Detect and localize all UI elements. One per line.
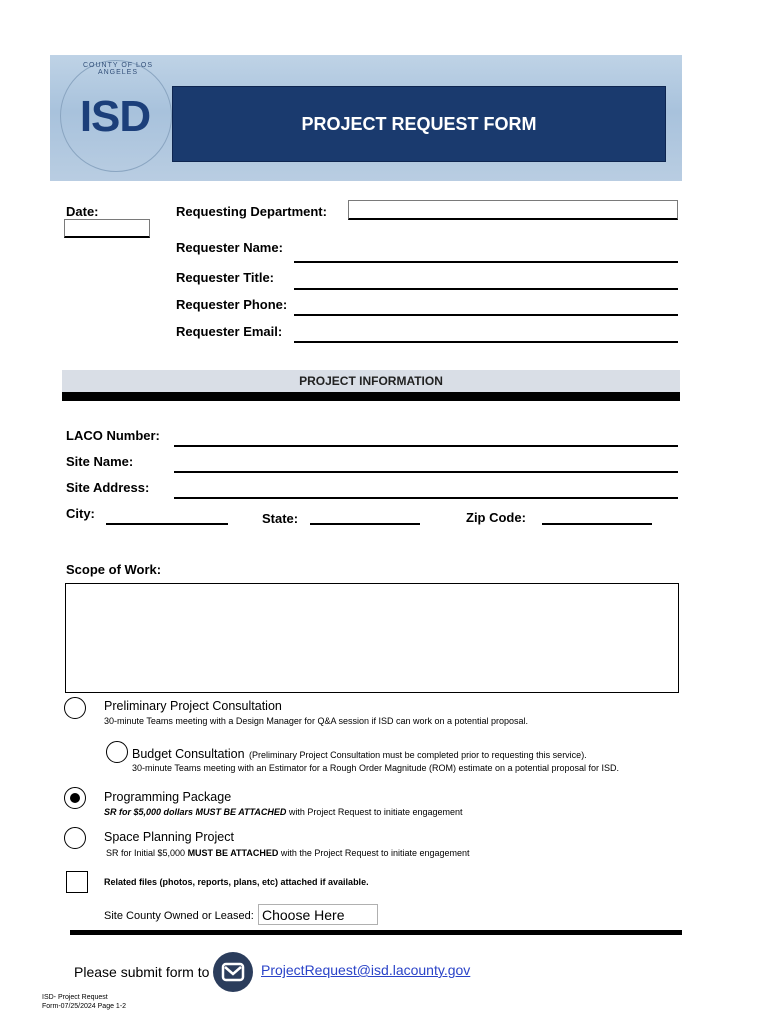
option-4-desc-row [106,848,470,858]
option-3-desc-row [104,807,463,817]
requester-name-field[interactable] [294,261,678,263]
state-field[interactable] [310,523,420,525]
related-files-checkbox[interactable] [66,871,88,893]
preliminary-consultation-radio[interactable] [64,697,86,719]
option-title: Space Planning Project [104,830,234,844]
zip-label: Zip Code: [466,510,526,525]
programming-package-radio[interactable] [64,787,86,809]
site-address-field[interactable] [174,497,678,499]
option-description: 30-minute Teams meeting with a Design Manager for Q&A session if ISD can work on a potential proposal. [104,716,529,726]
submit-text: Please submit form to [74,964,210,980]
option-title: Preliminary Project Consultation [104,699,282,713]
ownership-select[interactable]: Choose Here [258,904,378,925]
requester-name-label: Requester Name: [176,240,283,255]
related-files-label: Related files (photos, reports, plans, etc) attached if available. [104,877,369,887]
city-field[interactable] [106,523,228,525]
option-emphasis: MUST BE ATTACHED [187,848,279,858]
option-note: (Preliminary Project Consultation must be completed prior to requesting this service). [249,750,587,760]
scope-label: Scope of Work: [66,562,162,577]
option-emphasis: SR for $5,000 dollars MUST BE ATTACHED [104,807,287,817]
isd-logo: ISD [79,92,151,141]
option-description: 30-minute Teams meeting with an Estimator for a Rough Order Magnitude (ROM) estimate on a potential proposal for ISD. [132,763,620,773]
requester-phone-label: Requester Phone: [176,297,288,312]
requester-phone-field[interactable] [294,314,678,316]
option-description: with Project Request to initiate engagement [288,807,463,817]
bottom-divider [70,930,682,935]
department-field[interactable] [348,200,678,220]
project-info-bar [62,370,680,392]
option-title: Budget Consultation [132,747,245,761]
laco-number-label: LACO Number: [66,428,160,443]
date-label: Date: [66,204,99,219]
department-label: Requesting Department: [176,204,327,219]
site-name-label: Site Name: [66,454,134,469]
requester-email-label: Requester Email: [176,324,283,339]
laco-number-field[interactable] [174,445,678,447]
option-title: Programming Package [104,790,232,804]
footer-line-1: ISD- Project Request [42,994,108,1001]
submit-email-link[interactable]: ProjectRequest@isd.lacounty.gov [261,962,471,978]
seal-text: COUNTY OF LOS ANGELES [82,62,154,76]
city-label: City: [66,506,95,521]
zip-field[interactable] [542,523,652,525]
footer-line-2: Form-07/25/2024 Page 1-2 [42,1003,127,1010]
requester-title-label: Requester Title: [176,270,275,285]
date-field[interactable] [64,219,150,238]
scope-of-work-field[interactable] [65,583,679,693]
section-divider [62,392,680,401]
option-2-title-row [132,745,587,763]
space-planning-radio[interactable] [64,827,86,849]
form-title: PROJECT REQUEST FORM [301,113,537,134]
option-description-prefix: SR for Initial $5,000 [106,848,186,858]
title-box [172,86,666,162]
option-description: with the Project Request to initiate engagement [280,848,470,858]
budget-consultation-radio[interactable] [106,741,128,763]
requester-email-field[interactable] [294,341,678,343]
project-info-title: PROJECT INFORMATION [299,374,443,388]
mail-icon[interactable] [213,952,253,992]
requester-title-field[interactable] [294,288,678,290]
ownership-label: Site County Owned or Leased: [104,910,254,922]
state-label: State: [262,511,299,526]
site-name-field[interactable] [174,471,678,473]
site-address-label: Site Address: [66,480,150,495]
